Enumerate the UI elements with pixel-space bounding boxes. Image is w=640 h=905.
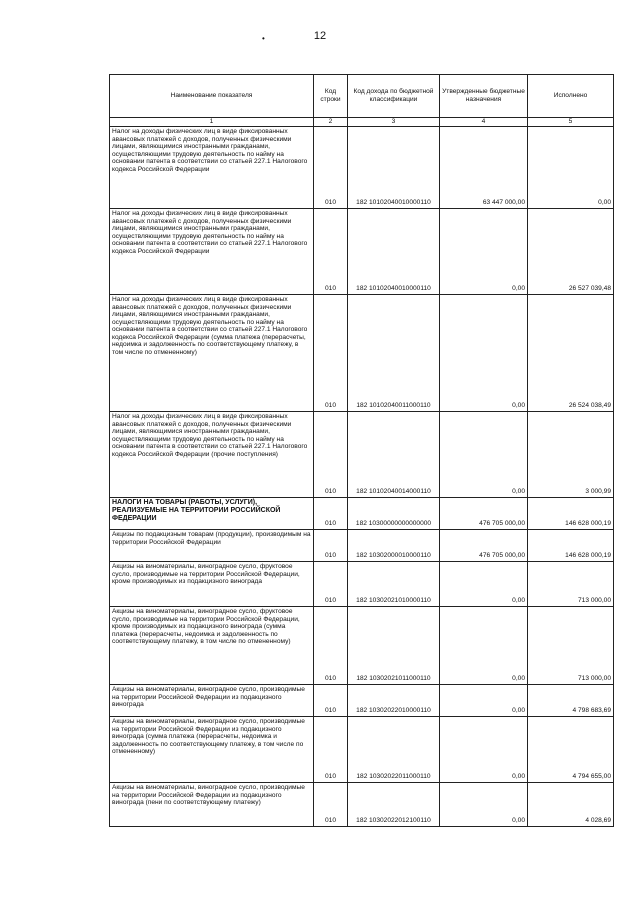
row-approved: 0,00 — [440, 783, 528, 827]
column-number: 1 — [110, 118, 314, 127]
row-approved: 0,00 — [440, 412, 528, 498]
row-name: Акцизы на виноматериалы, виноградное сусло, производимые на территории Российской Федерации из подакцизного винограда (пени по соответствующему платежу) — [110, 783, 314, 827]
table-row — [110, 412, 614, 498]
row-code: 010 — [314, 685, 348, 717]
header-executed: Исполнено — [528, 75, 614, 118]
row-code: 010 — [314, 717, 348, 783]
row-kbk: 182 10302022012100110 — [348, 783, 440, 827]
row-executed: 4 798 683,69 — [528, 685, 614, 717]
table-row — [110, 295, 614, 412]
row-name: Акцизы по подакцизным товарам (продукции), производимым на территории Российской Федерации — [110, 530, 314, 562]
row-approved: 0,00 — [440, 685, 528, 717]
row-name: НАЛОГИ НА ТОВАРЫ (РАБОТЫ, УСЛУГИ), РЕАЛИЗУЕМЫЕ НА ТЕРРИТОРИИ РОССИЙСКОЙ ФЕДЕРАЦИИ — [110, 498, 314, 530]
row-approved: 0,00 — [440, 562, 528, 607]
row-kbk: 182 10102040010000110 — [348, 209, 440, 295]
table-row — [110, 607, 614, 685]
table-row — [110, 685, 614, 717]
row-name: Акцизы на виноматериалы, виноградное сусло, фруктовое сусло, производимые на территории Российской Федерации, кроме производимых из подакцизного винограда — [110, 562, 314, 607]
row-name: Акцизы на виноматериалы, виноградное сусло, производимые на территории Российской Федерации из подакцизного винограда (сумма платежа (перерасчеты, недоимка и задолженность по соответствующему платежу, в том числе по отмененному) — [110, 717, 314, 783]
row-kbk: 182 10302021011000110 — [348, 607, 440, 685]
page-number: 12 — [313, 30, 327, 42]
row-name: Налог на доходы физических лиц в виде фиксированных авансовых платежей с доходов, полученных физическими лицами, являющимися иностранными гражданами, осуществляющими трудовую деятельность по найму на основании патента в соответствии со статьей 227.1 Налогового кодекса Российской Федерации — [110, 127, 314, 209]
row-approved: 0,00 — [440, 717, 528, 783]
row-code: 010 — [314, 530, 348, 562]
row-code: 010 — [314, 412, 348, 498]
row-executed: 713 000,00 — [528, 562, 614, 607]
row-approved: 476 705 000,00 — [440, 498, 528, 530]
row-executed: 4 028,69 — [528, 783, 614, 827]
row-kbk: 182 10102040014000110 — [348, 412, 440, 498]
row-code: 010 — [314, 498, 348, 530]
row-name: Налог на доходы физических лиц в виде фиксированных авансовых платежей с доходов, полученных физическими лицами, являющимися иностранными гражданами, осуществляющими трудовую деятельность по найму на основании патента в соответствии со статьей 227.1 Налогового кодекса Российской Федерации — [110, 209, 314, 295]
row-code: 010 — [314, 209, 348, 295]
row-approved: 0,00 — [440, 295, 528, 412]
header-row — [110, 75, 614, 118]
table-body — [110, 127, 614, 827]
row-kbk: 182 10302021010000110 — [348, 562, 440, 607]
row-code: 010 — [314, 562, 348, 607]
row-name: Налог на доходы физических лиц в виде фиксированных авансовых платежей с доходов, полученных физическими лицами, являющимися иностранными гражданами, осуществляющими трудовую деятельность по найму на основании патента в соответствии со статьей 227.1 Налогового кодекса Российской Федерации (прочие поступления) — [110, 412, 314, 498]
row-executed: 26 527 039,48 — [528, 209, 614, 295]
row-executed: 146 628 000,19 — [528, 530, 614, 562]
scan-dot: • — [262, 34, 265, 43]
row-kbk: 182 10302022011000110 — [348, 717, 440, 783]
header-kbk: Код дохода по бюджетной классификации — [348, 75, 440, 118]
column-number: 2 — [314, 118, 348, 127]
row-executed: 146 628 000,19 — [528, 498, 614, 530]
table-row — [110, 783, 614, 827]
row-code: 010 — [314, 607, 348, 685]
column-number: 3 — [348, 118, 440, 127]
row-kbk: 182 10302000010000110 — [348, 530, 440, 562]
row-kbk: 182 10102040010000110 — [348, 127, 440, 209]
table-row — [110, 530, 614, 562]
row-executed: 4 794 655,00 — [528, 717, 614, 783]
header-code: Код строки — [314, 75, 348, 118]
row-name: Налог на доходы физических лиц в виде фиксированных авансовых платежей с доходов, полученных физическими лицами, являющимися иностранными гражданами, осуществляющими трудовую деятельность по найму на основании патента в соответствии со статьей 227.1 Налогового кодекса Российской Федерации (сумма платежа (перерасчеты, недоимка и задолженность по соответствующему платежу, в том числе по отмененному) — [110, 295, 314, 412]
row-executed: 26 524 038,49 — [528, 295, 614, 412]
row-executed: 713 000,00 — [528, 607, 614, 685]
row-code: 010 — [314, 295, 348, 412]
row-approved: 63 447 000,00 — [440, 127, 528, 209]
row-executed: 0,00 — [528, 127, 614, 209]
row-executed: 3 000,99 — [528, 412, 614, 498]
table-row — [110, 209, 614, 295]
row-approved: 0,00 — [440, 209, 528, 295]
column-number: 4 — [440, 118, 528, 127]
row-kbk: 182 10300000000000000 — [348, 498, 440, 530]
table-row — [110, 127, 614, 209]
row-kbk: 182 10102040011000110 — [348, 295, 440, 412]
header-name: Наименование показателя — [110, 75, 314, 118]
row-code: 010 — [314, 127, 348, 209]
row-approved: 0,00 — [440, 607, 528, 685]
header-approved: Утвержденные бюджетные назначения — [440, 75, 528, 118]
table-row — [110, 717, 614, 783]
row-code: 010 — [314, 783, 348, 827]
row-name: Акцизы на виноматериалы, виноградное сусло, фруктовое сусло, производимые на территории Российской Федерации, кроме производимых из подакцизного винограда (сумма платежа (перерасчеты, недоимка и задолженность по соответствующему платежу, в том числе по отмененному) — [110, 607, 314, 685]
table-row — [110, 498, 614, 530]
column-number: 5 — [528, 118, 614, 127]
row-approved: 476 705 000,00 — [440, 530, 528, 562]
row-name: Акцизы на виноматериалы, виноградное сусло, производимые на территории Российской Федерации из подакцизного винограда — [110, 685, 314, 717]
column-number-row — [110, 118, 614, 127]
row-kbk: 182 10302022010000110 — [348, 685, 440, 717]
table-row — [110, 562, 614, 607]
budget-execution-table — [109, 74, 614, 827]
